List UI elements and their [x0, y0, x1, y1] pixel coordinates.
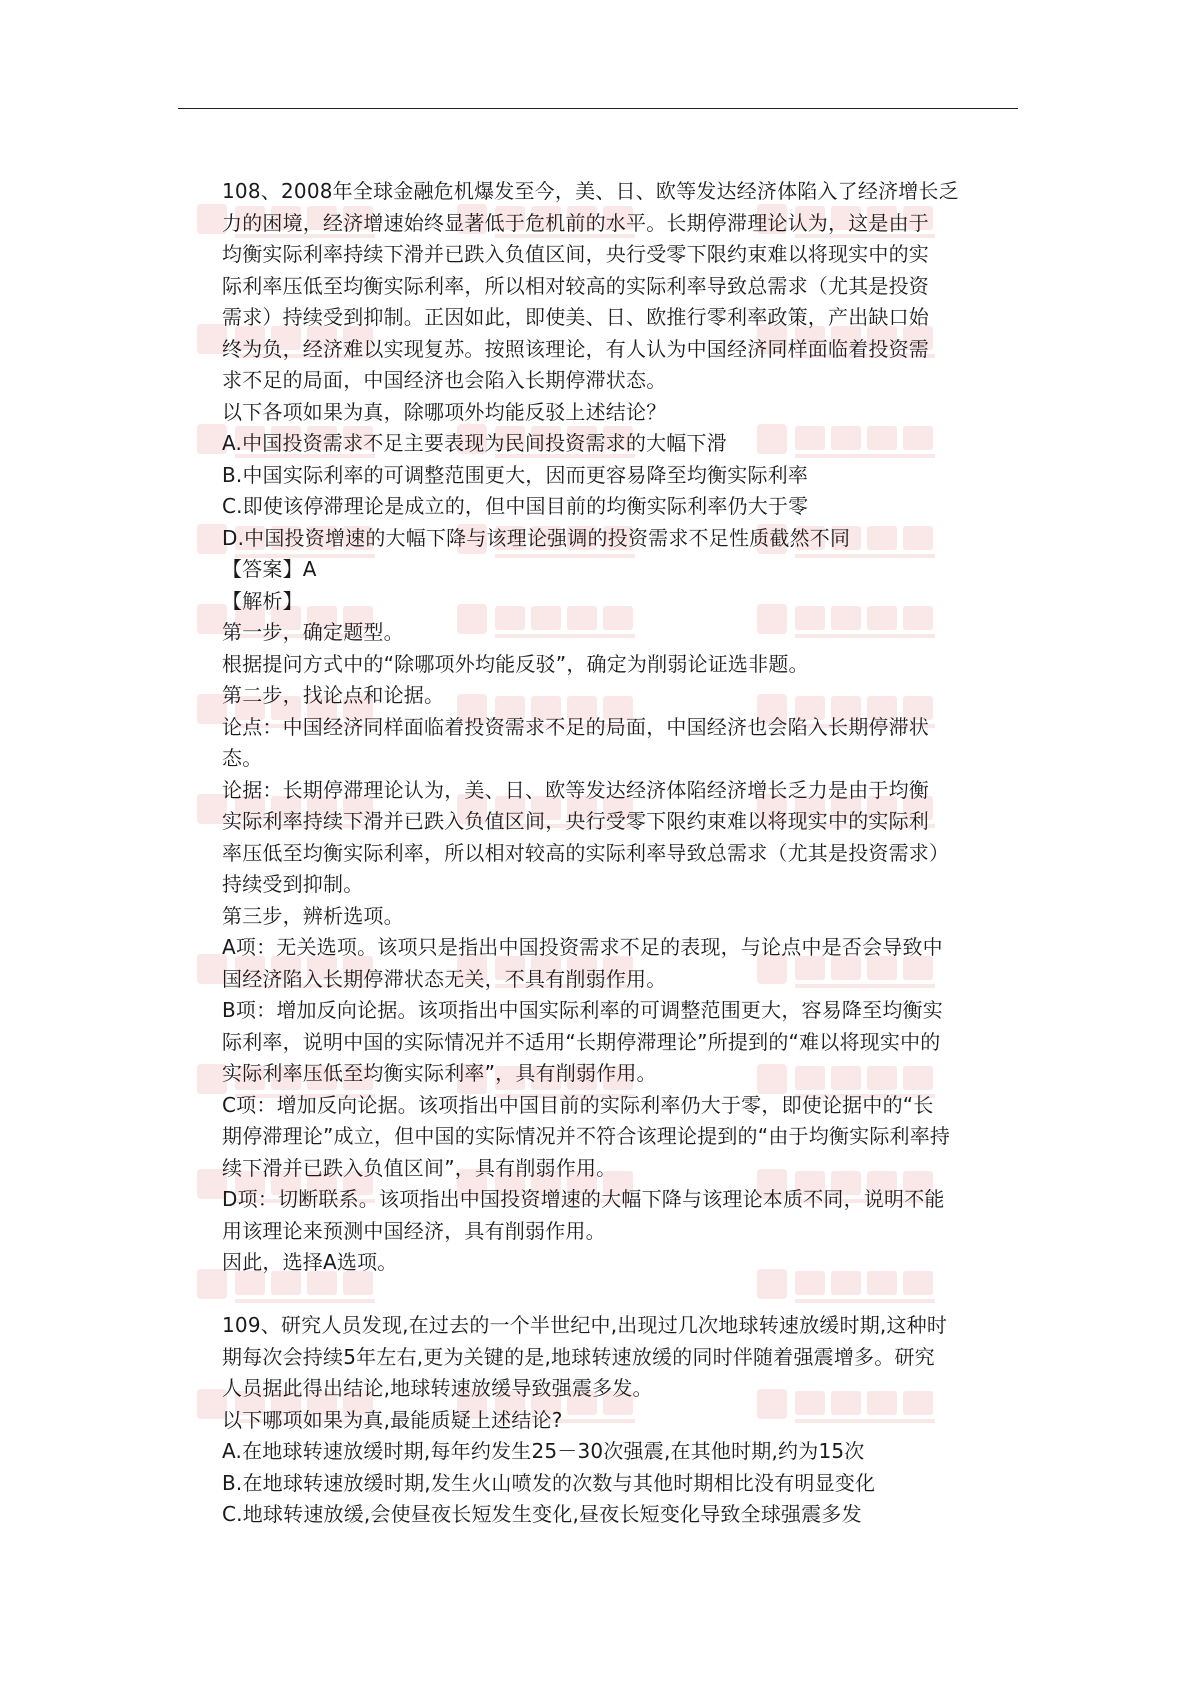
text-line: 【答案】A [222, 557, 317, 581]
question-109 [222, 1310, 1022, 1531]
text-line: 108、2008年全球金融危机爆发至今，美、日、欧等发达经济体陷入了经济增长乏 [222, 179, 959, 203]
text-line: 际利率压低至均衡实际利率，所以相对较高的实际利率导致总需求（尤其是投资 [222, 273, 929, 298]
text-line: 需求）持续受到抑制。正因如此，即使美、日、欧推行零利率政策，产出缺口始 [222, 305, 929, 329]
text-line: 期每次会持续5年左右,更为关键的是,地球转速放缓的同时伴随着强震增多。研究 [222, 1344, 935, 1369]
text-line: A.中国投资需求不足主要表现为民间投资需求的大幅下滑 [222, 431, 727, 455]
text-line: 态。 [222, 746, 263, 770]
text-line: 论点：中国经济同样面临着投资需求不足的局面，中国经济也会陷入长期停滞状 [222, 714, 929, 739]
text-line: D.中国投资增速的大幅下降与该理论强调的投资需求不足性质截然不同 [222, 525, 851, 550]
text-line: C.地球转速放缓,会使昼夜长短发生变化,昼夜长短变化导致全球强震多发 [222, 1502, 862, 1526]
text-line: B.在地球转速放缓时期,发生火山喷发的次数与其他时期相比没有明显变化 [222, 1470, 876, 1495]
text-line: 实际利率持续下滑并已跌入负值区间，央行受零下限约束难以将现实中的实际利 [222, 809, 929, 833]
text-line: 109、研究人员发现,在过去的一个半世纪中,出现过几次地球转速放缓时期,这种时 [222, 1313, 948, 1337]
text-line: 期停滞理论”成立，但中国的实际情况并不符合该理论提到的“由于均衡实际利率持 [222, 1124, 951, 1148]
text-line: 因此，选择A选项。 [222, 1250, 398, 1274]
header-rule [178, 108, 1018, 109]
text-line: 终为负，经济难以实现复苏。按照该理论，有人认为中国经济同样面临着投资需 [222, 336, 929, 361]
question-108 [222, 176, 1022, 1279]
text-line: 实际利率压低至均衡实际利率”，具有削弱作用。 [222, 1061, 657, 1085]
text-line: B项：增加反向论据。该项指出中国实际利率的可调整范围更大，容易降至均衡实 [222, 998, 943, 1022]
text-line: D项：切断联系。该项指出中国投资增速的大幅下降与该理论本质不同，说明不能 [222, 1187, 945, 1211]
text-line: 国经济陷入长期停滞状态无关，不具有削弱作用。 [222, 966, 667, 991]
text-line: 论据：长期停滞理论认为，美、日、欧等发达经济体陷经济增长乏力是由于均衡 [222, 777, 929, 802]
text-line: C.即使该停滞理论是成立的，但中国目前的均衡实际利率仍大于零 [222, 494, 809, 518]
text-line: 用该理论来预测中国经济，具有削弱作用。 [222, 1218, 606, 1243]
text-line: 续下滑并已跌入负值区间”，具有削弱作用。 [222, 1155, 617, 1180]
text-line: 以下哪项如果为真,最能质疑上述结论? [222, 1407, 563, 1432]
text-line: 际利率，说明中国的实际情况并不适用“长期停滞理论”所提到的“难以将现实中的 [222, 1029, 941, 1054]
text-line: B.中国实际利率的可调整范围更大，因而更容易降至均衡实际利率 [222, 462, 809, 487]
text-line: 根据提问方式中的“除哪项外均能反驳”，确定为削弱论证选非题。 [222, 651, 809, 676]
text-line: 以下各项如果为真，除哪项外均能反驳上述结论？ [222, 399, 667, 424]
text-line: 率压低至均衡实际利率，所以相对较高的实际利率导致总需求（尤其是投资需求） [222, 840, 950, 865]
text-line: 持续受到抑制。 [222, 872, 364, 896]
text-line: 第三步，辨析选项。 [222, 903, 404, 928]
text-line: A项：无关选项。该项只是指出中国投资需求不足的表现，与论点中是否会导致中 [222, 935, 943, 959]
question-separator [222, 1279, 1022, 1311]
text-line: C项：增加反向论据。该项指出中国目前的实际利率仍大于零，即使论据中的“长 [222, 1092, 934, 1117]
text-line: 【解析】 [222, 588, 303, 613]
text-line: A.在地球转速放缓时期,每年约发生25－30次强震,在其他时期,约为15次 [222, 1439, 865, 1463]
text-line: 求不足的局面，中国经济也会陷入长期停滞状态。 [222, 368, 667, 392]
text-line: 人员据此得出结论,地球转速放缓导致强震多发。 [222, 1376, 653, 1400]
text-line: 力的困境，经济增速始终显著低于危机前的水平。长期停滞理论认为，这是由于 [222, 210, 929, 235]
text-line: 均衡实际利率持续下滑并已跌入负值区间，央行受零下限约束难以将现实中的实 [222, 242, 929, 266]
text-line: 第一步，确定题型。 [222, 620, 404, 644]
text-line: 第二步，找论点和论据。 [222, 683, 445, 707]
document-body [222, 176, 1022, 1531]
